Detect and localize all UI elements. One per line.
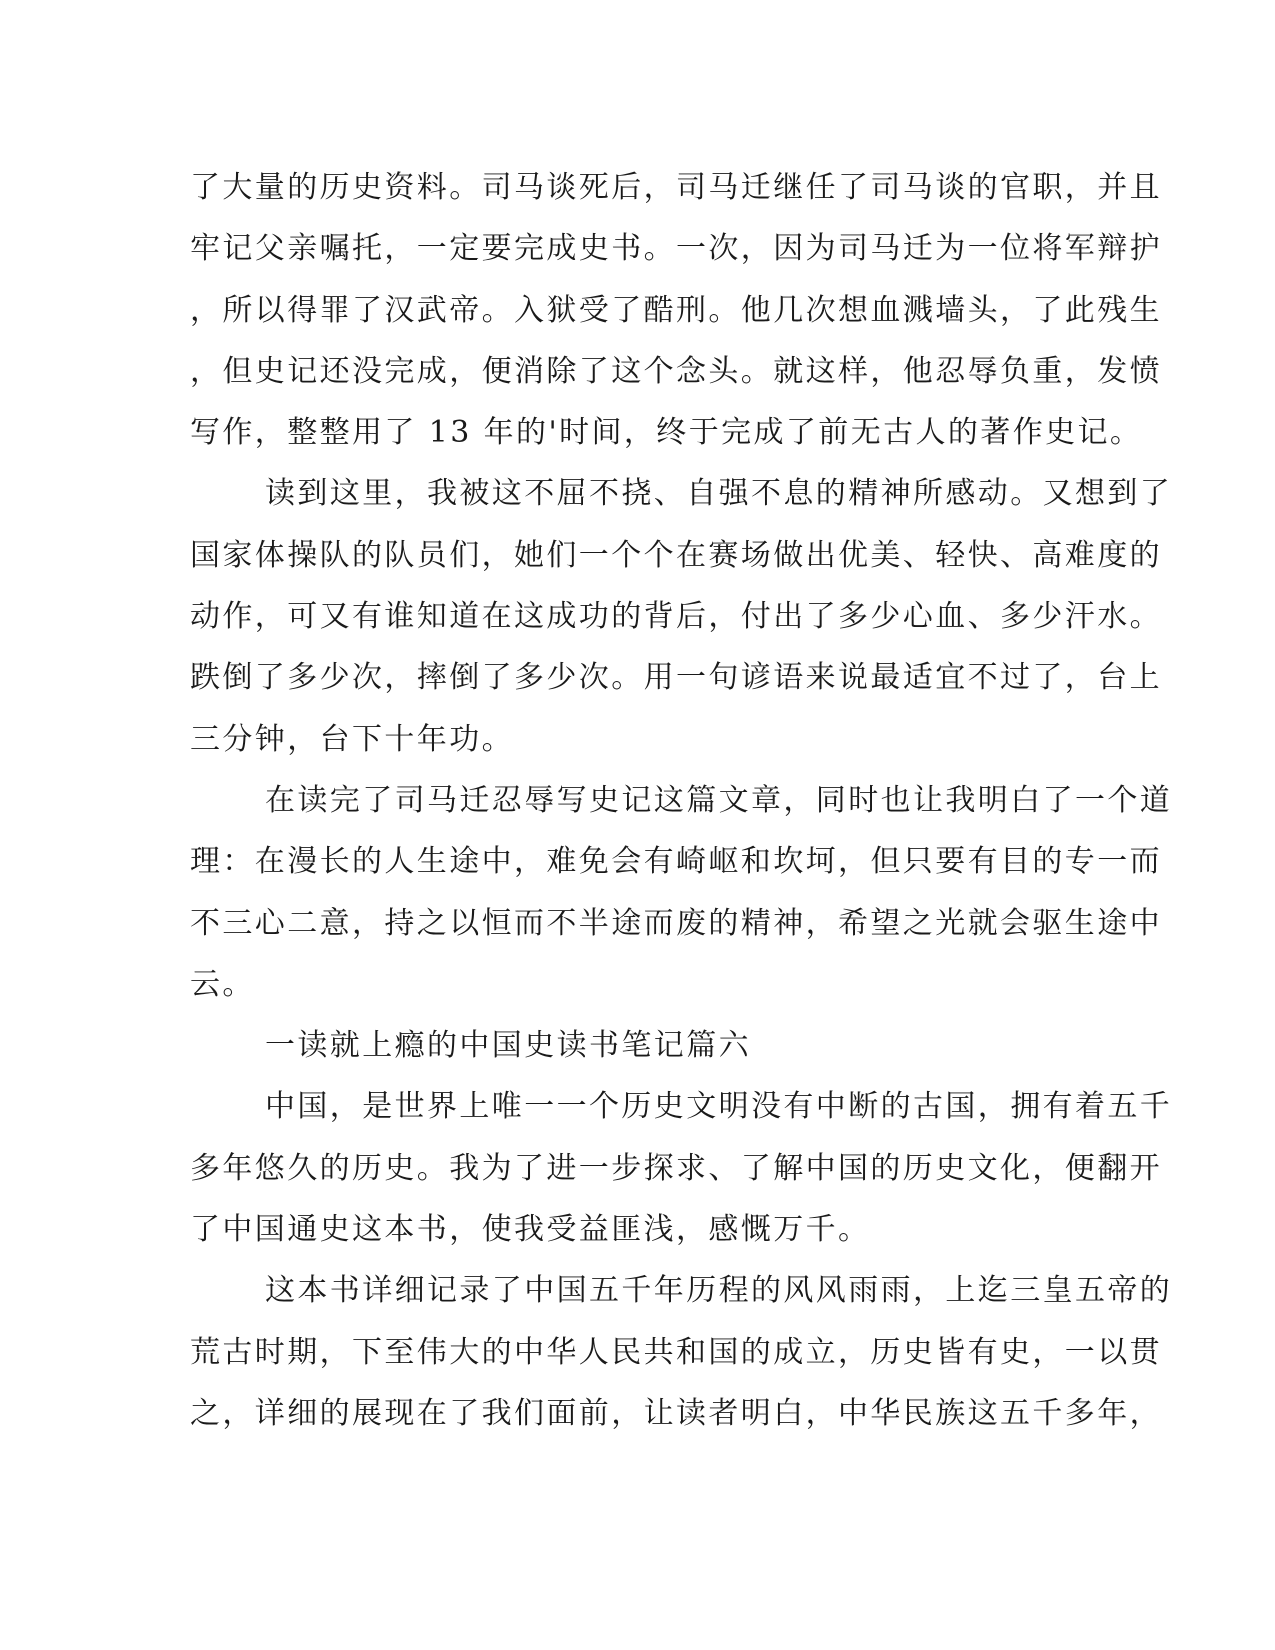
text-line: 读到这里，我被这不屈不挠、自强不息的精神所感动。又想到了: [265, 476, 1173, 512]
text-line: 在读完了司马迁忍辱写史记这篇文章，同时也让我明白了一个道: [265, 782, 1173, 818]
text-line: 写作，整整用了 13 年的'时间，终于完成了前无古人的著作史记。: [190, 415, 1143, 451]
text-line: 理：在漫长的人生途中，难免会有崎岖和坎坷，但只要有目的专一而: [190, 844, 1162, 880]
text-line: 一读就上瘾的中国史读书笔记篇六: [265, 1028, 751, 1064]
text-line: 了中国通史这本书，使我受益匪浅，感慨万千。: [190, 1212, 871, 1248]
text-line: 中国，是世界上唯一一个历史文明没有中断的古国，拥有着五千: [265, 1089, 1173, 1125]
text-line: 国家体操队的队员们，她们一个个在赛场做出优美、轻快、高难度的: [190, 537, 1162, 573]
text-line: 之，详细的展现在了我们面前，让读者明白，中华民族这五千多年，: [190, 1395, 1162, 1431]
text-line: 荒古时期，下至伟大的中华人民共和国的成立，历史皆有史，一以贯: [190, 1334, 1162, 1370]
text-line: 三分钟，台下十年功。: [190, 721, 514, 757]
text-line: 动作，可又有谁知道在这成功的背后，付出了多少心血、多少汗水。: [190, 599, 1162, 635]
text-line: 这本书详细记录了中国五千年历程的风风雨雨，上迄三皇五帝的: [265, 1273, 1173, 1309]
text-line: 多年悠久的历史。我为了进一步探求、了解中国的历史文化，便翻开: [190, 1150, 1162, 1186]
text-line: 了大量的历史资料。司马谈死后，司马迁继任了司马谈的官职，并且: [190, 170, 1162, 205]
text-line: 不三心二意，持之以恒而不半途而废的精神，希望之光就会驱生途中: [190, 905, 1162, 941]
body-text: [190, 157, 1173, 1444]
text-line: ，所以得罪了汉武帝。入狱受了酷刑。他几次想血溅墙头，了此残生: [190, 292, 1162, 328]
text-line: 牢记父亲嘱托，一定要完成史书。一次，因为司马迁为一位将军辩护: [190, 231, 1162, 267]
text-line: ，但史记还没完成，便消除了这个念头。就这样，他忍辱负重，发愤: [190, 353, 1162, 389]
text-line: 云。: [190, 966, 255, 1002]
text-line: 跌倒了多少次，摔倒了多少次。用一句谚语来说最适宜不过了，台上: [190, 660, 1162, 696]
